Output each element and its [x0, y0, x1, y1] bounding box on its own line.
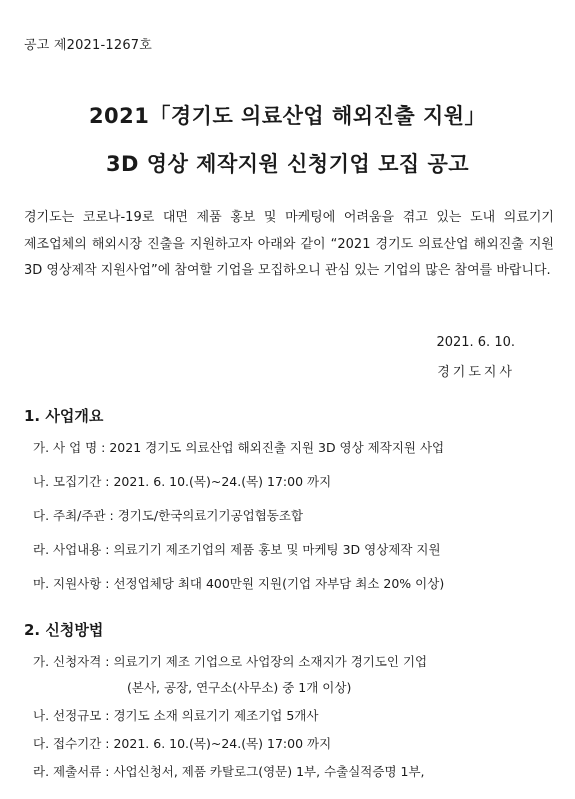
overview-item-name: 가. 사 업 명 : 2021 경기도 의료산업 해외진출 지원 3D 영상 제작지원 사업 [33, 440, 445, 455]
application-item-eligibility-note: (본사, 공장, 연구소(사무소) 중 1개 이상) [127, 680, 352, 695]
overview-item-period: 나. 모집기간 : 2021. 6. 10.(목)~24.(목) 17:00 까지 [33, 474, 332, 489]
application-item-eligibility: 가. 신청자격 : 의료기기 제조 기업으로 사업장의 소재지가 경기도인 기업 [33, 654, 428, 669]
overview-item-support: 마. 지원사항 : 선정업체당 최대 400만원 지원(기업 자부담 최소 20% 이상) [33, 576, 445, 591]
overview-item-content: 라. 사업내용 : 의료기기 제조기업의 제품 홍보 및 마케팅 3D 영상제작 지원 [33, 542, 441, 557]
section-heading-overview: 1. 사업개요 [24, 407, 104, 425]
title-line-2: 3D 영상 제작지원 신청기업 모집 공고 [105, 152, 470, 176]
issuer-name: 경기도지사 [437, 365, 515, 380]
notice-number: 공고 제2021-1267호 [24, 38, 153, 53]
application-item-period: 다. 접수기간 : 2021. 6. 10.(목)~24.(목) 17:00 까지 [33, 736, 332, 751]
notice-date: 2021. 6. 10. [436, 335, 515, 350]
application-item-scale: 나. 선정규모 : 경기도 소재 의료기기 제조기업 5개사 [33, 708, 319, 723]
title-line-1: 2021「경기도 의료산업 해외진출 지원」 [88, 104, 487, 128]
application-item-documents: 라. 제출서류 : 사업신청서, 제품 카탈로그(영문) 1부, 수출실적증명 1부, [33, 764, 425, 779]
section-heading-application: 2. 신청방법 [24, 621, 104, 639]
intro-paragraph: 경기도는 코로나-19로 대면 제품 홍보 및 마케팅에 어려움을 겪고 있는 도내 의료기기 제조업체의 해외시장 진출을 지원하고자 아래와 같이 “2021 경기도 의료산업 해외진출 지원 3D 영상제작 지원사업”에 참여할 기업을 모집하오니 관심 있는 기업의 많은 참여를 바랍니다. [24, 210, 554, 278]
overview-item-organizer: 다. 주최/주관 : 경기도/한국의료기기공업협동조합 [33, 508, 304, 523]
